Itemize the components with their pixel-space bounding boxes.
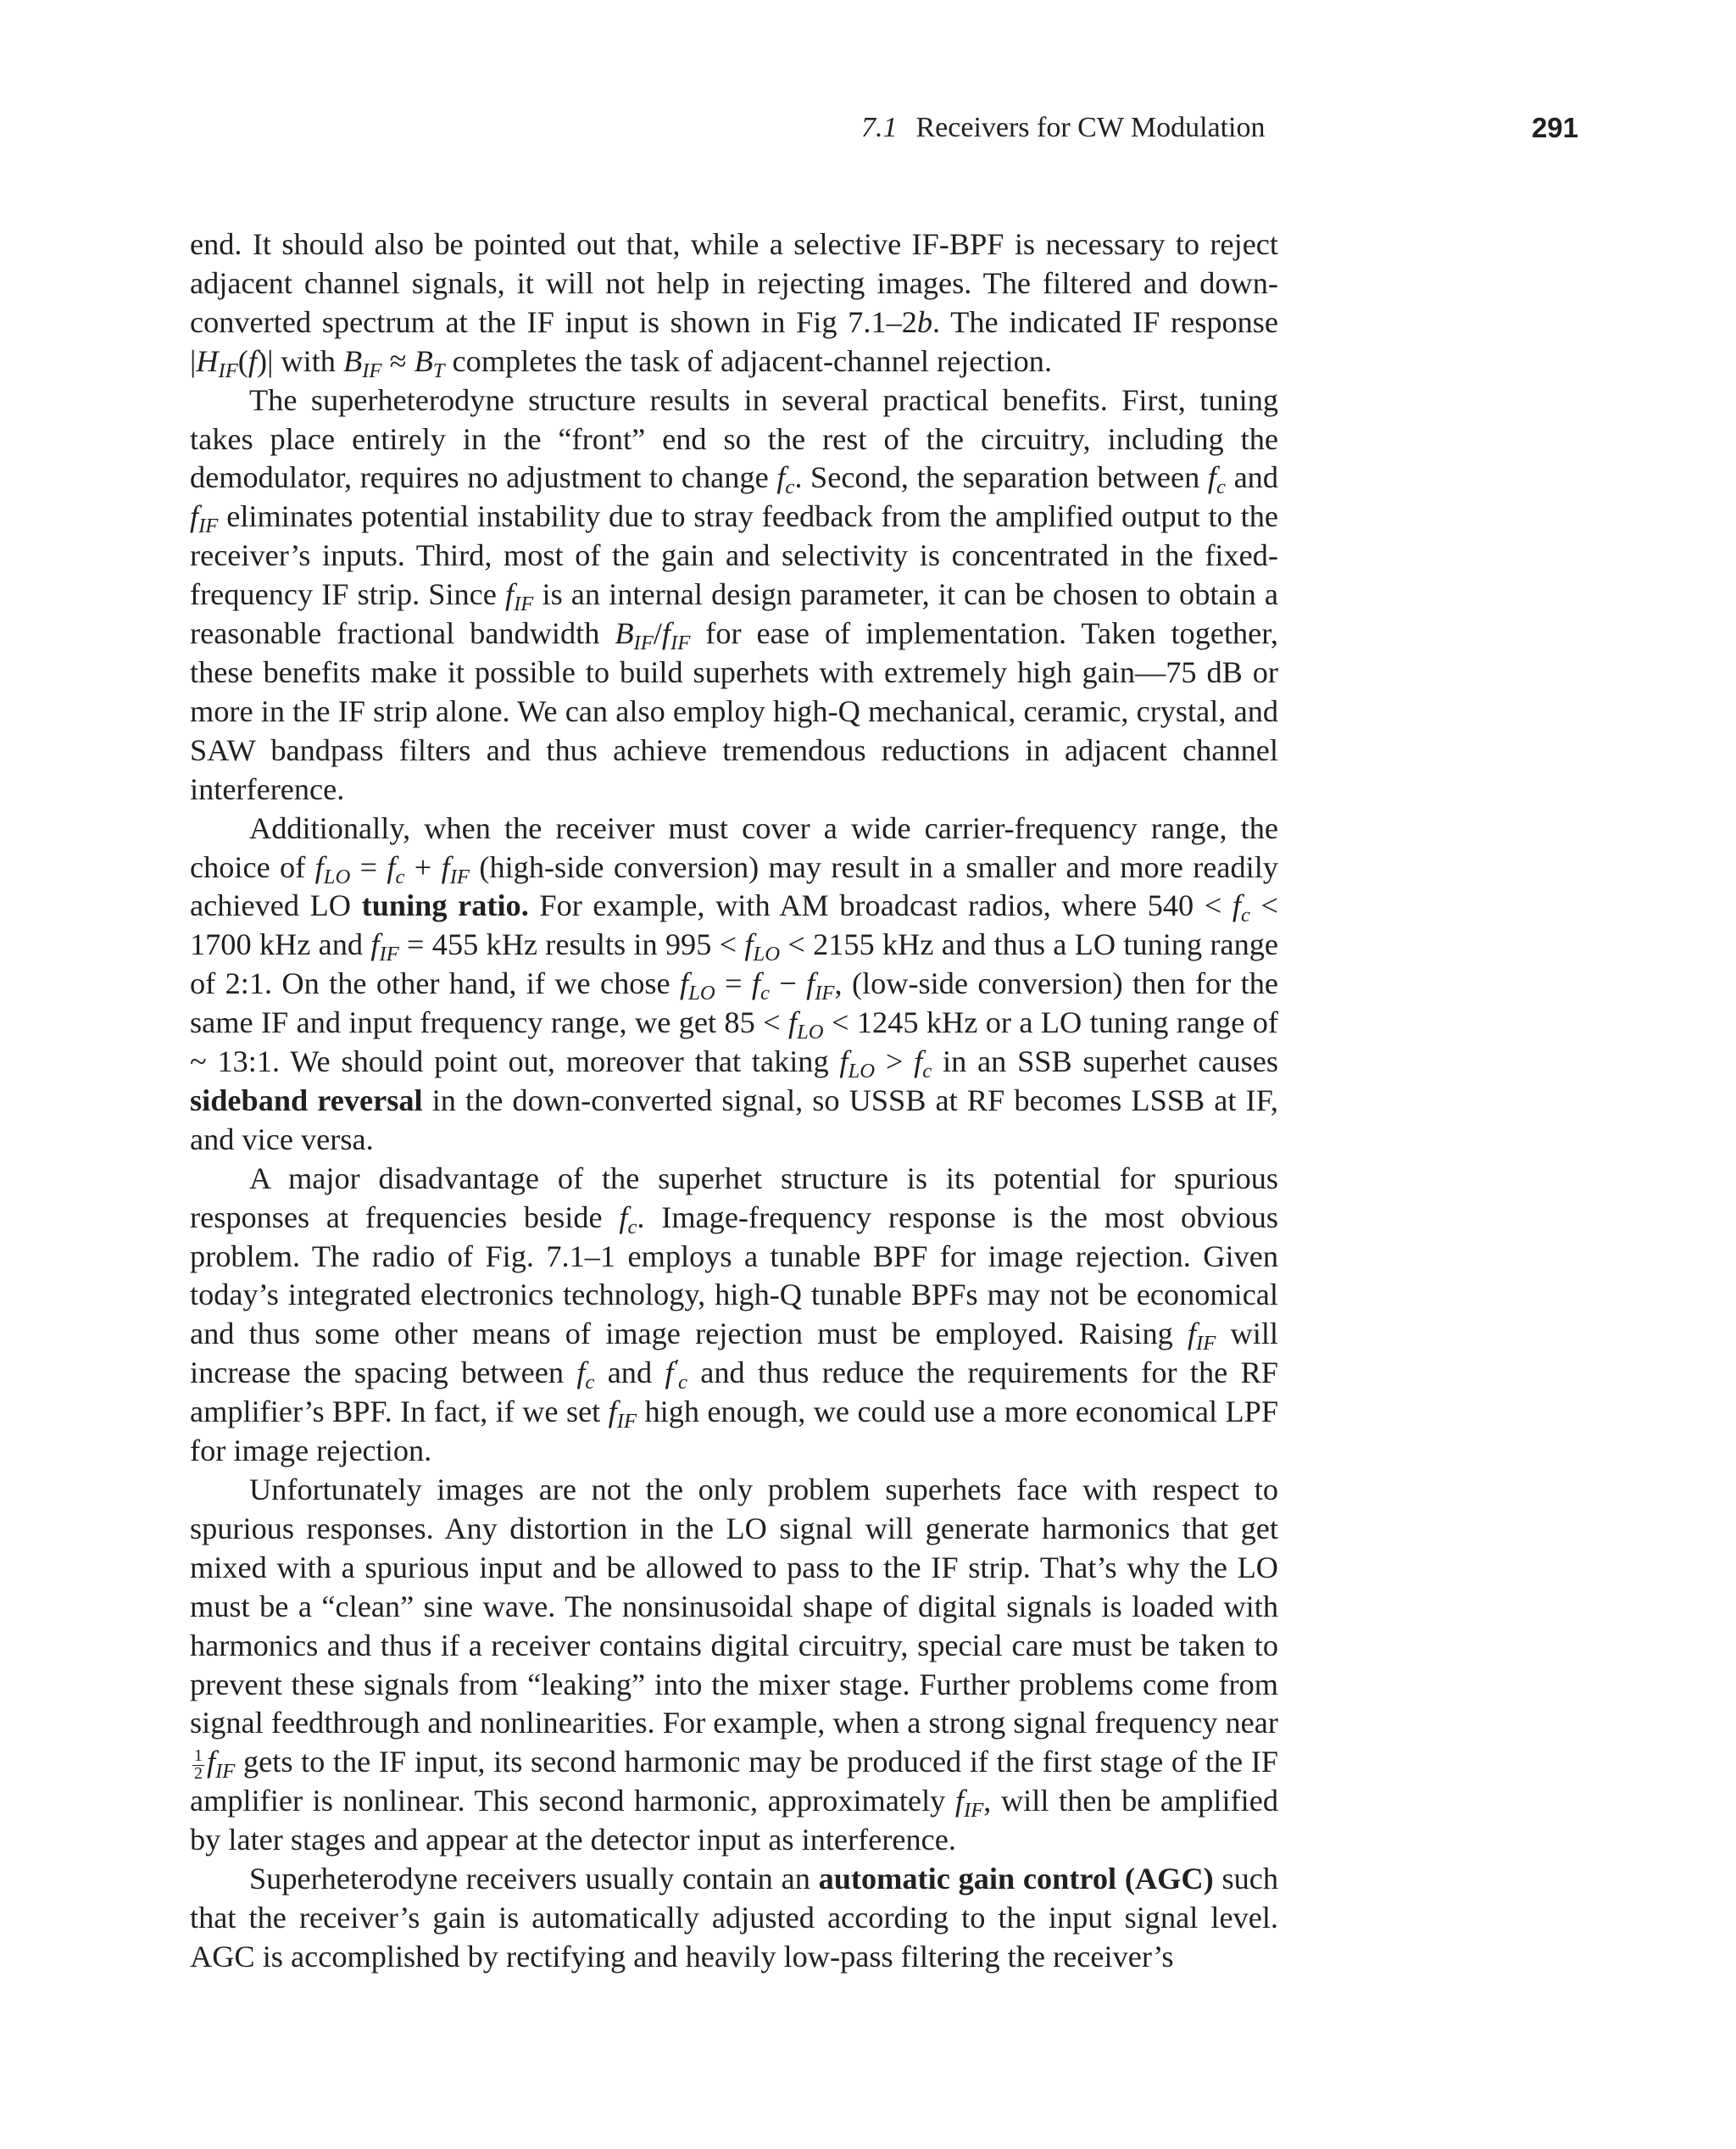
subscript: IF: [670, 631, 691, 654]
paragraph-4: [190, 1160, 1278, 1471]
math: f: [1232, 888, 1241, 923]
text: >: [875, 1044, 915, 1079]
math: f: [776, 460, 786, 495]
text: gets to the IF input, its second harmonic may be produced if the first stage of the IF amplifier is nonlinear. This second harmonic, approximately: [190, 1745, 1278, 1818]
math: f: [954, 1784, 964, 1818]
bold-term-agc: automatic gain control (AGC): [818, 1862, 1214, 1896]
math: f: [839, 1044, 849, 1079]
subscript: c: [1216, 476, 1226, 499]
text: . The indicated IF response |: [190, 304, 1279, 378]
subscript: IF: [449, 865, 470, 888]
math: f: [206, 1745, 216, 1779]
text: =: [715, 966, 752, 1001]
subscript: T: [432, 359, 445, 382]
text: A major disadvantage of the superhet structure is its potential for spurious responses at frequencies beside: [190, 1161, 1278, 1234]
text: /: [653, 616, 662, 651]
text: ≈: [381, 343, 415, 378]
math: f: [680, 966, 689, 1001]
superscript: ′: [673, 1356, 678, 1379]
math: f: [248, 343, 257, 378]
text: (: [237, 343, 248, 378]
math: H: [196, 343, 219, 378]
text: for ease of implementation. Taken together, these benefits make it possible to build superhets with extremely high gain—75 dB or more in the IF strip alone. We can also employ high-Q mechanical, ceramic, crystal, and SAW bandpass filters and thus achieve tremendous reductions in adjacent channel interference.: [190, 616, 1279, 806]
text: . Image-frequency response is the most obvious problem. The radio of Fig. 7.1–1 employs a tunable BPF for image rejection. Given today’s integrated electronics technology, high-Q tunable BPFs may not be economical and thus some other means of image rejection must be employed. Raising: [190, 1200, 1278, 1351]
subscript: c: [395, 865, 405, 888]
subscript: c: [1240, 904, 1250, 927]
math: B: [615, 616, 634, 651]
fraction-one-half: [192, 1745, 204, 1783]
body-text: [190, 225, 1278, 1977]
paragraph-1: [190, 225, 1278, 381]
subscript: IF: [198, 515, 219, 538]
math: f: [576, 1356, 586, 1390]
subscript: IF: [815, 982, 835, 1005]
subscript: c: [922, 1059, 932, 1083]
subscript: LO: [797, 1021, 824, 1044]
subscript: IF: [1196, 1332, 1216, 1356]
text: The superheterodyne structure results in several practical benefits. First, tuning takes place entirely in the “front” end so the rest of the circuitry, including the demodulator, requires no adjustment to change: [190, 382, 1278, 495]
subscript: c: [585, 1371, 595, 1395]
math: f: [914, 1044, 923, 1079]
text: < 1700 kHz and: [190, 888, 1278, 962]
running-head: [861, 107, 1266, 149]
math: f: [661, 616, 671, 651]
text: −: [769, 966, 807, 1001]
subscript: IF: [964, 1799, 984, 1823]
text: and: [1225, 460, 1278, 495]
math: f: [787, 1005, 798, 1040]
math: f: [1207, 460, 1216, 495]
text: =: [350, 849, 387, 884]
fraction-numerator: 1: [194, 1745, 203, 1765]
math: f: [744, 927, 754, 962]
text: will increase the spacing between: [190, 1317, 1278, 1390]
math: f: [314, 849, 324, 884]
math: f: [806, 966, 815, 1001]
subscript: IF: [218, 359, 238, 382]
text: )| with: [256, 343, 344, 378]
text: Additionally, when the receiver must cover a wide carrier-frequency range, the choice of: [190, 810, 1278, 884]
math: f: [387, 849, 396, 884]
paragraph-3: [190, 810, 1278, 1160]
subscript: LO: [688, 982, 715, 1005]
math: f: [370, 927, 380, 962]
subscript: IF: [633, 631, 654, 654]
math: B: [414, 343, 433, 378]
text: high enough, we could use a more economical LPF for image rejection.: [190, 1395, 1279, 1468]
text: Superheterodyne receivers usually contain an: [249, 1862, 819, 1896]
paragraph-2: [190, 381, 1278, 810]
subscript: IF: [215, 1760, 236, 1784]
math: f: [505, 577, 515, 612]
math: f: [751, 966, 760, 1001]
text: = 455 kHz results in 995 <: [398, 927, 745, 962]
subscript: IF: [514, 593, 534, 616]
text: +: [404, 849, 442, 884]
text: end. It should also be pointed out that, while a selective IF-BPF is necessary to reject adjacent channel signals, it will not help in rejecting images. The filtered and down-converted spectrum at the IF input is shown in Fig 7.1–2: [190, 227, 1278, 339]
text: , (low-side conversion) then for the same IF and input frequency range, we get 85 <: [190, 966, 1278, 1040]
text: < 2155 kHz and thus a LO tuning range of 2:1. On the other hand, if we chose: [190, 927, 1278, 1001]
text: , will then be amplified by later stages and appear at the detector input as interference.: [190, 1784, 1278, 1857]
text: eliminates potential instability due to stray feedback from the amplified output to the receiver’s inputs. Third, most of the gain and selectivity is concentrated in the fixed-frequency IF strip. Since: [190, 499, 1278, 612]
text: is an internal design parameter, it can be chosen to obtain a reasonable fractional bandwidth: [190, 577, 1278, 651]
math: f: [441, 849, 450, 884]
paragraph-6: [190, 1860, 1278, 1977]
subscript: IF: [362, 359, 382, 382]
text: completes the task of adjacent-channel rejection.: [444, 343, 1053, 378]
subscript: IF: [379, 943, 399, 966]
math: f: [665, 1356, 674, 1390]
math: B: [343, 343, 363, 378]
subscript: c: [677, 1371, 687, 1395]
math: b: [916, 304, 933, 339]
text: (high-side conversion) may result in a smaller and more readily achieved LO: [190, 849, 1278, 923]
subscript: LO: [848, 1059, 876, 1083]
paragraph-5: [190, 1471, 1278, 1860]
text: such that the receiver’s gain is automatically adjusted according to the input signal level. AGC is accomplished by rectifying and heavily low-pass filtering the receiver’s: [190, 1862, 1278, 1974]
subscript: IF: [616, 1410, 637, 1434]
bold-term-sideband-reversal: sideband reversal: [190, 1083, 423, 1117]
text: < 1245 kHz or a LO tuning range of ~ 13:1. We should point out, moreover that taking: [190, 1005, 1278, 1079]
math: f: [190, 499, 199, 534]
bold-term-tuning-ratio: tuning ratio.: [361, 888, 529, 923]
subscript: c: [760, 982, 770, 1005]
subscript: LO: [323, 865, 351, 888]
section-title: Receivers for CW Modulation: [915, 112, 1266, 143]
math: f: [619, 1200, 628, 1234]
text: and: [594, 1356, 665, 1390]
text: For example, with AM broadcast radios, where 540 <: [528, 888, 1232, 923]
text: . Second, the separation between: [794, 460, 1208, 495]
text: in an SSB superhet causes: [932, 1044, 1278, 1079]
page-number: 291: [1531, 112, 1578, 143]
section-number: 7.1: [861, 112, 898, 143]
subscript: c: [627, 1215, 637, 1239]
text: Unfortunately images are not the only problem superhets face with respect to spurious responses. Any distortion in the LO signal will generate harmonics that get mixed with a spurious input and be allowed to pass to the IF strip. That’s why the LO must be a “clean” sine wave. The nonsinusoidal shape of digital signals is loaded with harmonics and thus if a receiver contains digital circuitry, special care must be taken to prevent these signals from “leaking” into the mixer stage. Further problems come from signal feedthrough and nonlinearities. For example, when a strong signal frequency near: [190, 1473, 1278, 1740]
page-header: [848, 107, 1578, 149]
text: and thus reduce the requirements for the RF amplifier’s BPF. In fact, if we set: [190, 1356, 1278, 1429]
text: in the down-converted signal, so USSB at RF becomes LSSB at IF, and vice versa.: [190, 1083, 1278, 1156]
math: f: [1187, 1317, 1197, 1351]
subscript: c: [785, 476, 795, 499]
math: f: [608, 1395, 617, 1429]
fraction-denominator: 2: [194, 1763, 203, 1783]
subscript: LO: [753, 943, 781, 966]
